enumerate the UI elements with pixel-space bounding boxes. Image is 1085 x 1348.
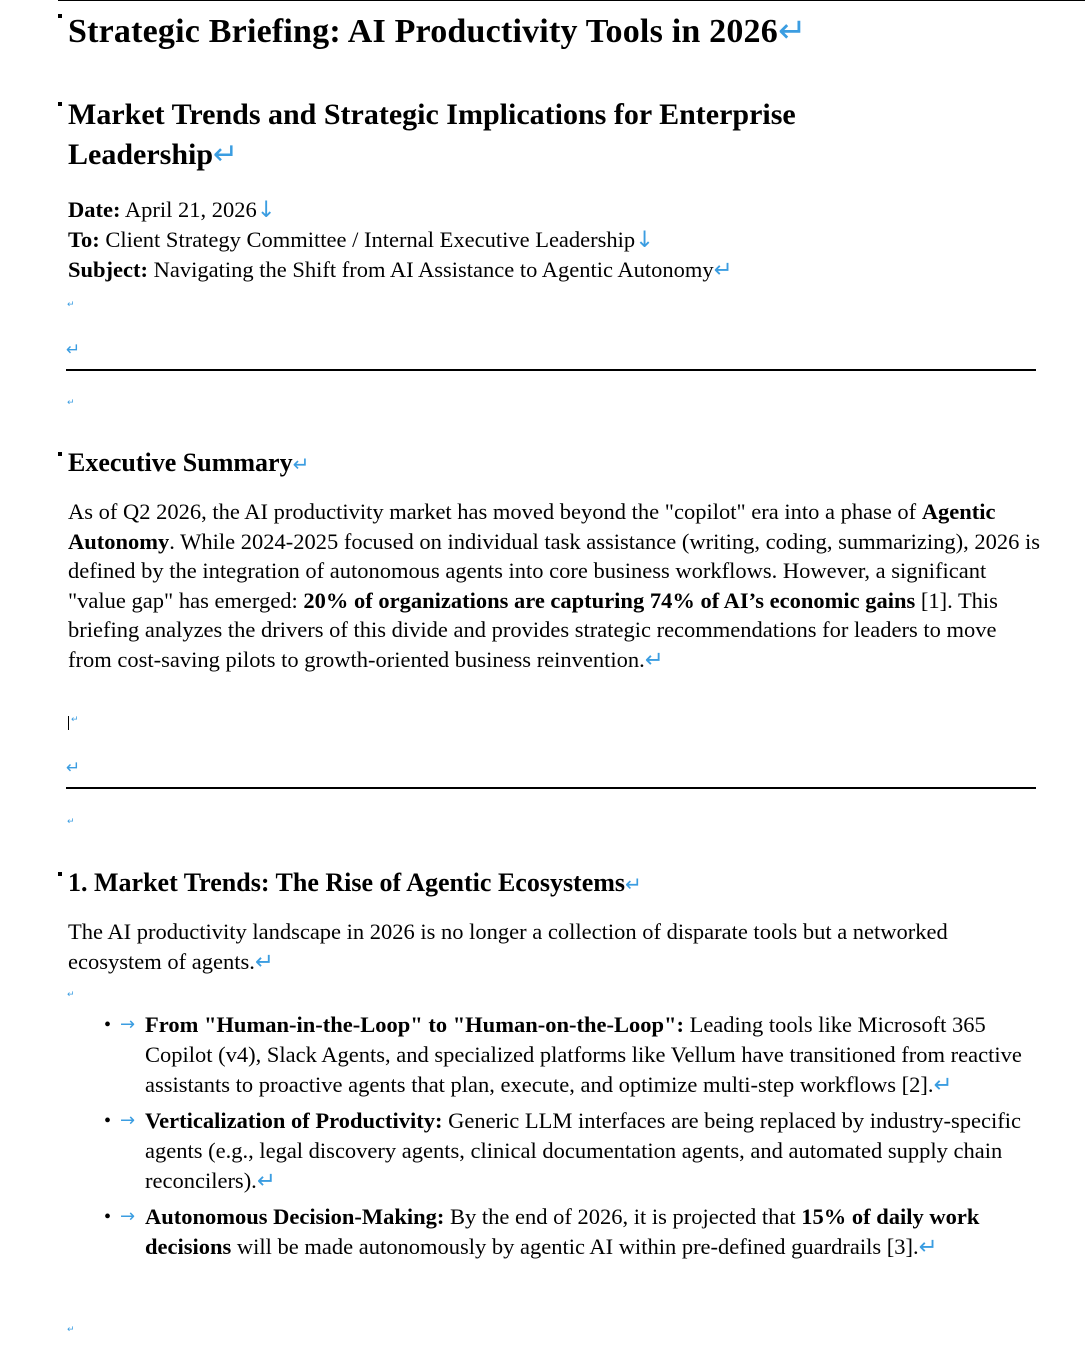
summary-emphasis: Agentic Autonomy xyxy=(68,499,996,554)
paragraph-mark-icon: ↵ xyxy=(254,948,274,975)
bullet-title: From "Human-in-the-Loop" to "Human-on-the-Loop": xyxy=(145,1012,684,1037)
empty-paragraph-mark-icon: ↵ xyxy=(67,990,75,1000)
subtitle-line-2: Leadership xyxy=(68,138,214,171)
list-item[interactable] xyxy=(104,1106,1044,1196)
paragraph-mark-icon: ↵ xyxy=(644,646,664,673)
executive-summary-heading[interactable] xyxy=(68,448,1048,479)
subject-label: Subject: xyxy=(68,257,148,282)
executive-summary-heading-text: Executive Summary xyxy=(68,448,293,477)
summary-emphasis: 20% of organizations are capturing 74% of AI’s economic gains xyxy=(303,587,916,613)
list-item[interactable] xyxy=(104,1202,1044,1262)
section-1-intro-text: The AI productivity landscape in 2026 is no longer a collection of disparate tools but a networked ecosystem of agents. xyxy=(68,919,948,974)
bullet-text: By the end of 2026, it is projected that xyxy=(444,1204,802,1229)
bullet-icon: • xyxy=(104,1110,112,1132)
date-label: Date: xyxy=(68,197,121,222)
paragraph-mark-icon: ↵ xyxy=(292,452,310,476)
paragraph-mark-icon: ↵ xyxy=(713,257,733,283)
subject-value: Navigating the Shift from AI Assistance to Agentic Autonomy xyxy=(153,257,714,282)
to-value: Client Strategy Committee / Internal Executive Leadership xyxy=(105,227,636,252)
bullet-icon: • xyxy=(104,1014,112,1036)
bullet-icon: • xyxy=(104,1206,112,1228)
horizontal-rule xyxy=(66,787,1036,789)
section-1-intro[interactable] xyxy=(68,917,988,977)
date-line xyxy=(68,195,1048,225)
bullet-title: Verticalization of Productivity: xyxy=(145,1108,443,1133)
bullet-title: Autonomous Decision-Making: xyxy=(145,1204,445,1229)
tab-arrow-icon: → xyxy=(120,1110,136,1131)
subtitle-line-1: Market Trends and Strategic Implications for Enterprise xyxy=(68,98,796,131)
section-1-heading-text: 1. Market Trends: The Rise of Agentic Ecosystems xyxy=(68,868,626,897)
summary-text: [1]. This briefing analyzes the drivers of this divide and provides strategic recommendations for leaders to move from cost-saving pilots to growth-oriented business reinvention. xyxy=(68,587,998,672)
memo-header[interactable] xyxy=(68,195,1048,285)
paragraph-mark-icon: ↵ xyxy=(918,1234,938,1260)
summary-text: As of Q2 2026, the AI productivity market has moved beyond the "copilot" era into a phase of xyxy=(68,499,922,524)
paragraph-mark-icon: ↵ xyxy=(933,1072,953,1098)
line-break-icon: ↓ xyxy=(256,197,276,223)
empty-paragraph-mark-icon: ↵ xyxy=(66,340,81,360)
empty-paragraph-mark-icon: ↵ xyxy=(67,1325,75,1335)
trend-bullet-list xyxy=(104,1010,1044,1268)
document-subtitle[interactable] xyxy=(68,95,1048,175)
horizontal-rule xyxy=(66,369,1036,371)
paragraph-mark-icon: ↵ xyxy=(213,137,239,172)
heading-marker xyxy=(58,872,62,876)
tab-arrow-icon: → xyxy=(120,1206,136,1227)
empty-paragraph-mark-icon: ↵ xyxy=(67,398,75,408)
text-cursor xyxy=(68,716,69,730)
paragraph-mark-icon: ↵ xyxy=(256,1168,276,1194)
line-break-icon: ↓ xyxy=(635,227,655,253)
bullet-text: will be made autonomously by agentic AI within pre-defined guardrails [3]. xyxy=(231,1234,919,1259)
list-item[interactable] xyxy=(104,1010,1044,1100)
document-title-text: Strategic Briefing: AI Productivity Tools in 2026 xyxy=(68,13,778,50)
subject-line xyxy=(68,255,1048,285)
tab-arrow-icon: → xyxy=(120,1014,136,1035)
heading-marker xyxy=(58,102,62,106)
to-label: To: xyxy=(68,227,100,252)
executive-summary-paragraph[interactable] xyxy=(68,497,1043,675)
paragraph-mark-icon: ↵ xyxy=(625,872,642,896)
bullet-emphasis: 15% of daily work decisions xyxy=(145,1204,980,1259)
bullet-text: Leading tools like Microsoft 365 Copilot (v4), Slack Agents, and specialized platforms like Vellum have transitioned from reactive assistants to proactive agents that plan, execute, and optimize multi-step workflows [2]. xyxy=(145,1012,1022,1097)
section-1-heading[interactable] xyxy=(68,868,1048,899)
empty-paragraph-mark-icon: ↵ xyxy=(71,715,79,725)
document-title[interactable] xyxy=(68,12,1048,51)
empty-paragraph-mark-icon: ↵ xyxy=(66,758,81,778)
to-line xyxy=(68,225,1048,255)
bullet-text: Generic LLM interfaces are being replaced by industry-specific agents (e.g., legal discovery agents, clinical documentation agents, and automated supply chain reconcilers). xyxy=(145,1108,1021,1193)
date-value: April 21, 2026 xyxy=(124,197,257,222)
summary-text: . While 2024-2025 focused on individual task assistance (writing, coding, summarizing), 2026 is defined by the integration of autonomous agents into core business workflows. However, a significant "value gap" has emerged: xyxy=(68,528,1040,613)
heading-marker xyxy=(58,452,62,456)
empty-paragraph-mark-icon: ↵ xyxy=(67,817,75,827)
heading-marker xyxy=(58,14,62,18)
paragraph-mark-icon: ↵ xyxy=(777,11,807,51)
empty-paragraph-mark-icon: ↵ xyxy=(67,300,75,310)
